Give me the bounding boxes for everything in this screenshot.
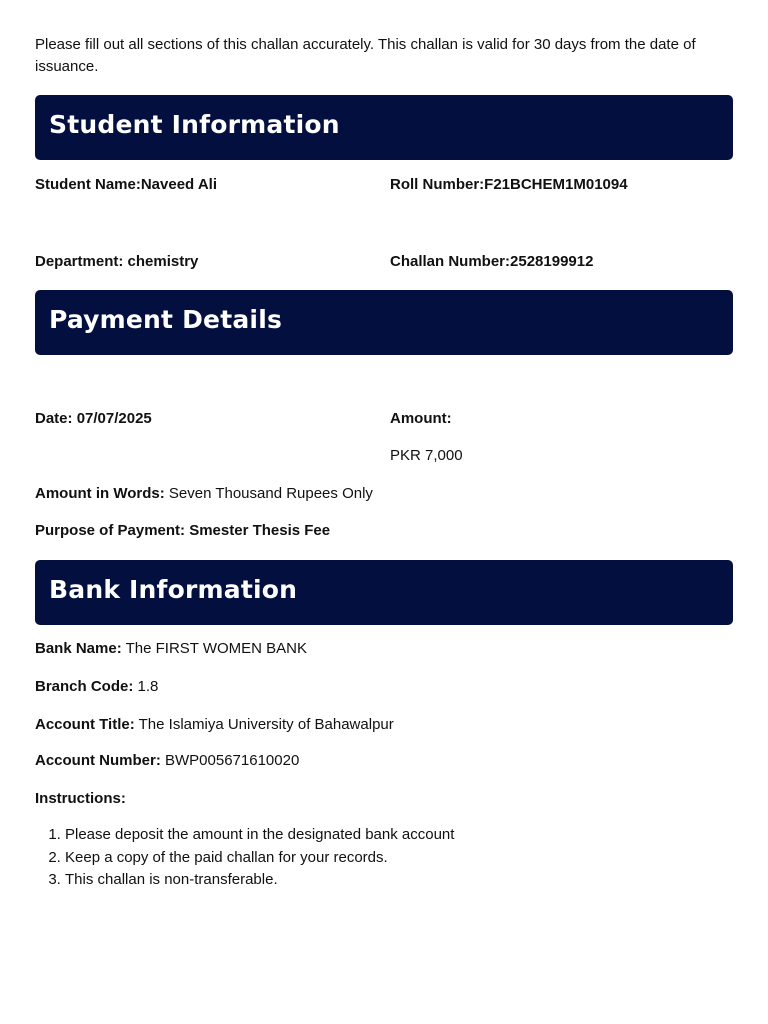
branch-code-value: 1.8	[137, 678, 159, 695]
amount-value: PKR 7,000	[390, 447, 463, 464]
amount-in-words-field	[35, 485, 373, 503]
department-label: Department:	[35, 253, 124, 270]
account-number-field	[35, 752, 299, 770]
student-name-value: Naveed Ali	[140, 176, 217, 193]
roll-number-value: F21BCHEM1M01094	[484, 176, 628, 193]
purpose-of-payment-label: Purpose of Payment:	[35, 522, 186, 539]
instructions-label: Instructions:	[35, 790, 126, 807]
student-information-title: Student Information	[49, 110, 340, 139]
department-value: chemistry	[127, 253, 199, 270]
challan-number-value: 2528199912	[510, 253, 594, 270]
amount-in-words-label: Amount in Words:	[35, 485, 165, 502]
instruction-item: 1. Please deposit the amount in the designated bank account	[65, 824, 454, 847]
date-label: Date:	[35, 410, 73, 427]
amount-label: Amount:	[390, 410, 452, 427]
purpose-of-payment-field	[35, 522, 330, 540]
account-title-field	[35, 716, 394, 734]
instruction-item: 3. This challan is non-transferable.	[65, 869, 454, 892]
branch-code-field	[35, 678, 158, 696]
bank-name-field	[35, 640, 307, 658]
intro-text: Please fill out all sections of this challan accurately. This challan is valid for 30 days from the date of issuance.	[35, 36, 696, 75]
account-title-label: Account Title:	[35, 716, 135, 733]
account-title-value: The Islamiya University of Bahawalpur	[138, 716, 394, 733]
bank-name-value: The FIRST WOMEN BANK	[125, 640, 308, 657]
payment-details-header	[35, 290, 733, 355]
instructions-list	[35, 824, 454, 892]
bank-information-header	[35, 560, 733, 625]
student-information-header	[35, 95, 733, 160]
student-name-label: Student Name:	[35, 176, 141, 193]
account-number-label: Account Number:	[35, 752, 161, 769]
department-field	[35, 253, 198, 271]
account-number-value: BWP005671610020	[165, 752, 300, 769]
date-field	[35, 410, 152, 428]
challan-number-field	[390, 253, 593, 271]
branch-code-label: Branch Code:	[35, 678, 134, 695]
bank-name-label: Bank Name:	[35, 640, 122, 657]
roll-number-field	[390, 176, 628, 194]
roll-number-label: Roll Number:	[390, 176, 485, 193]
bank-information-title: Bank Information	[49, 575, 298, 604]
purpose-of-payment-value: Smester Thesis Fee	[189, 522, 331, 539]
date-value: 07/07/2025	[76, 410, 152, 427]
amount-in-words-value: Seven Thousand Rupees Only	[168, 485, 373, 502]
instruction-item: 2. Keep a copy of the paid challan for your records.	[65, 847, 454, 870]
challan-number-label: Challan Number:	[390, 253, 511, 270]
payment-details-title: Payment Details	[49, 305, 283, 334]
student-name-field	[35, 176, 217, 194]
